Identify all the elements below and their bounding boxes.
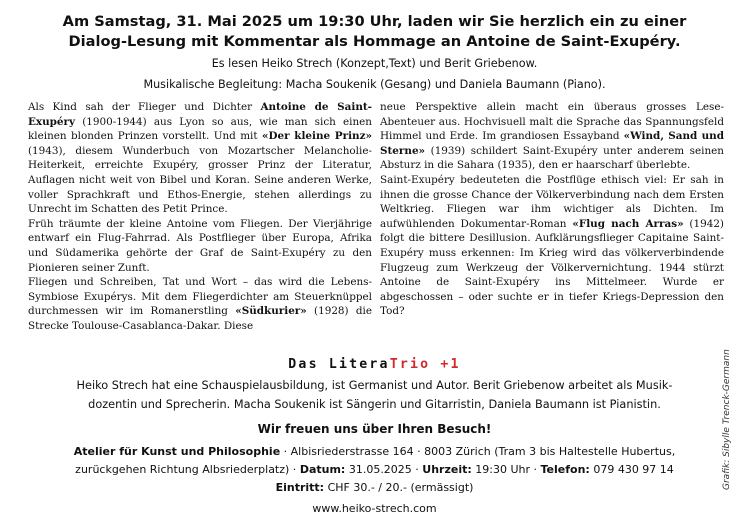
venue-name: Atelier für Kunst und Philosophie (73, 445, 281, 458)
admission-label: Eintritt: (275, 481, 325, 494)
phone-label: Telefon: (540, 463, 590, 476)
p3-text-c: (1928) die Strecke Toulouse-Casablanca-Dakar. Diese (28, 305, 372, 332)
time-value: 19:30 Uhr · (471, 463, 541, 476)
venue-line (0, 442, 749, 461)
ensemble-description-line-2: dozentin und Sprecherin. Macha Soukenik ist Sängerin und Gitarristin, Daniela Baumann ist Pianistin. (88, 398, 661, 411)
venue-directions: zurückgehen Richtung Albsriederplatz) · (75, 463, 300, 476)
p4-book-title: «Flug nach Arras» (572, 217, 684, 230)
headline-line-2: Dialog-Lesung mit Kommentar als Hommage an Antoine de Saint-Exupéry. (68, 33, 681, 50)
website-link[interactable]: www.heiko-strech.com (312, 502, 437, 515)
p1-author-name: Antoine de Saint-Exupéry (28, 101, 372, 128)
paragraph-intro (28, 100, 372, 217)
time-label: Uhrzeit: (422, 463, 472, 476)
paragraph-childhood: Früh träumte der kleine Antoine vom Fliegen. Der Vierjährige entwarf ein Flug-Fahrrad. Als Postflieger über Europa, Afrika und Südamerika gehörte der Graf de Saint-Exupéry zu den Pionieren seiner Zunft. (28, 217, 372, 274)
paragraph-postal-flights (380, 173, 724, 319)
paragraph-perspective (380, 100, 724, 173)
p1-text-a: Als Kind sah der Flieger und Dichter (28, 101, 261, 113)
graphic-credit: Grafik: Sibylle Trenck-Germann (722, 349, 732, 490)
phone-value: 079 430 97 14 (589, 463, 674, 476)
music-line: Musikalische Begleitung: Macha Soukenik (Gesang) und Daniela Baumann (Piano). (143, 78, 606, 91)
ensemble-name (0, 357, 749, 372)
headline-line-1: Am Samstag, 31. Mai 2025 um 19:30 Uhr, laden wir Sie herzlich ein zu einer (62, 13, 687, 30)
date-value: 31.05.2025 · (345, 463, 423, 476)
text-column-left (28, 100, 372, 334)
p1-text-c: (1900-1944) aus Lyon so aus, wie man sich einen kleinen blonden Prinzen vorstellt. Und mit (28, 115, 372, 143)
p4-text-a: Saint-Exupéry bedeuteten die Postflüge ethisch viel: Er sah in ihnen die grosse Chance der Völkerverbindung nach dem Ersten Weltkrieg. Fliegen war ihm wichtiger als Dichten. Im aufwühlenden Dokumentar-Roman (380, 173, 724, 230)
p3-book-title-1: «Südkurier» (235, 305, 307, 318)
p3-continuation: neue Perspektive allein macht ein überaus grosses Lese-Abenteuer aus. Hochvisuell malt die Sprache das Spannungsfeld Himmel und Erde. Im grandiosen Essayband (380, 101, 724, 143)
p1-book-title: «Der kleine Prinz» (261, 130, 372, 143)
ensemble-description-line-1: Heiko Strech hat eine Schauspielausbildung, ist Germanist und Autor. Berit Griebenow arbeitet als Musik- (76, 379, 673, 392)
p4-text-c: (1942) folgt die bittere Desillusion. Aufklärungsflieger Capitaine Saint-Exupéry muss erkennen: Im Krieg wird das völkerverbindende Flugzeug zum Werkzeug der Völkervernichtung. 1944 stürzt Antoine de Saint-Exupéry ins Mittelmeer. Wurde er abgeschossen – oder suchte er in tiefer Kriegs-Depression den Tod? (380, 217, 724, 318)
paragraph-flying-writing (28, 275, 372, 333)
venue-address: · Albisriederstrasse 164 · 8003 Zürich (Tram 3 bis Haltestelle Hubertus, (280, 445, 676, 458)
text-column-right (380, 100, 724, 319)
date-label: Datum: (299, 463, 346, 476)
ensemble-name-black: Das Litera (288, 357, 390, 372)
ensemble-name-red: Trio +1 (389, 357, 461, 372)
admission-line (0, 478, 749, 497)
welcome-line: Wir freuen uns über Ihren Besuch! (257, 422, 492, 436)
p1-text-e: (1943), diesem Wunderbuch von Mozartscher Melancholie-Heiterkeit, erreichte Exupéry, grosser Prinz der Literatur, Auflagen nicht weit von Bibel und Koran. Seine anderen Werke, voller Sprachkraft und Ethos-Energie, stehen allerdings zu Unrecht im Schatten des Petit Prince. (28, 144, 372, 216)
p3-book-title-2: «Wind, Sand und Sterne» (380, 130, 724, 157)
p3-text-e: (1939) schildert Saint-Exupéry unter anderem seinen Absturz in die Sahara (1935), den er haarscharf überlebte. (380, 144, 724, 172)
admission-value: CHF 30.- / 20.- (ermässigt) (324, 481, 474, 494)
readers-line: Es lesen Heiko Strech (Konzept,Text) und Berit Griebenow. (211, 57, 538, 70)
p3-text-a: Fliegen und Schreiben, Tat und Wort – das wird die Lebens-Symbiose Exupérys. Mit dem Fliegerdichter am Steuerknüppel durchmessen wir im Romanerstling (28, 276, 372, 318)
date-time-line (0, 460, 749, 479)
